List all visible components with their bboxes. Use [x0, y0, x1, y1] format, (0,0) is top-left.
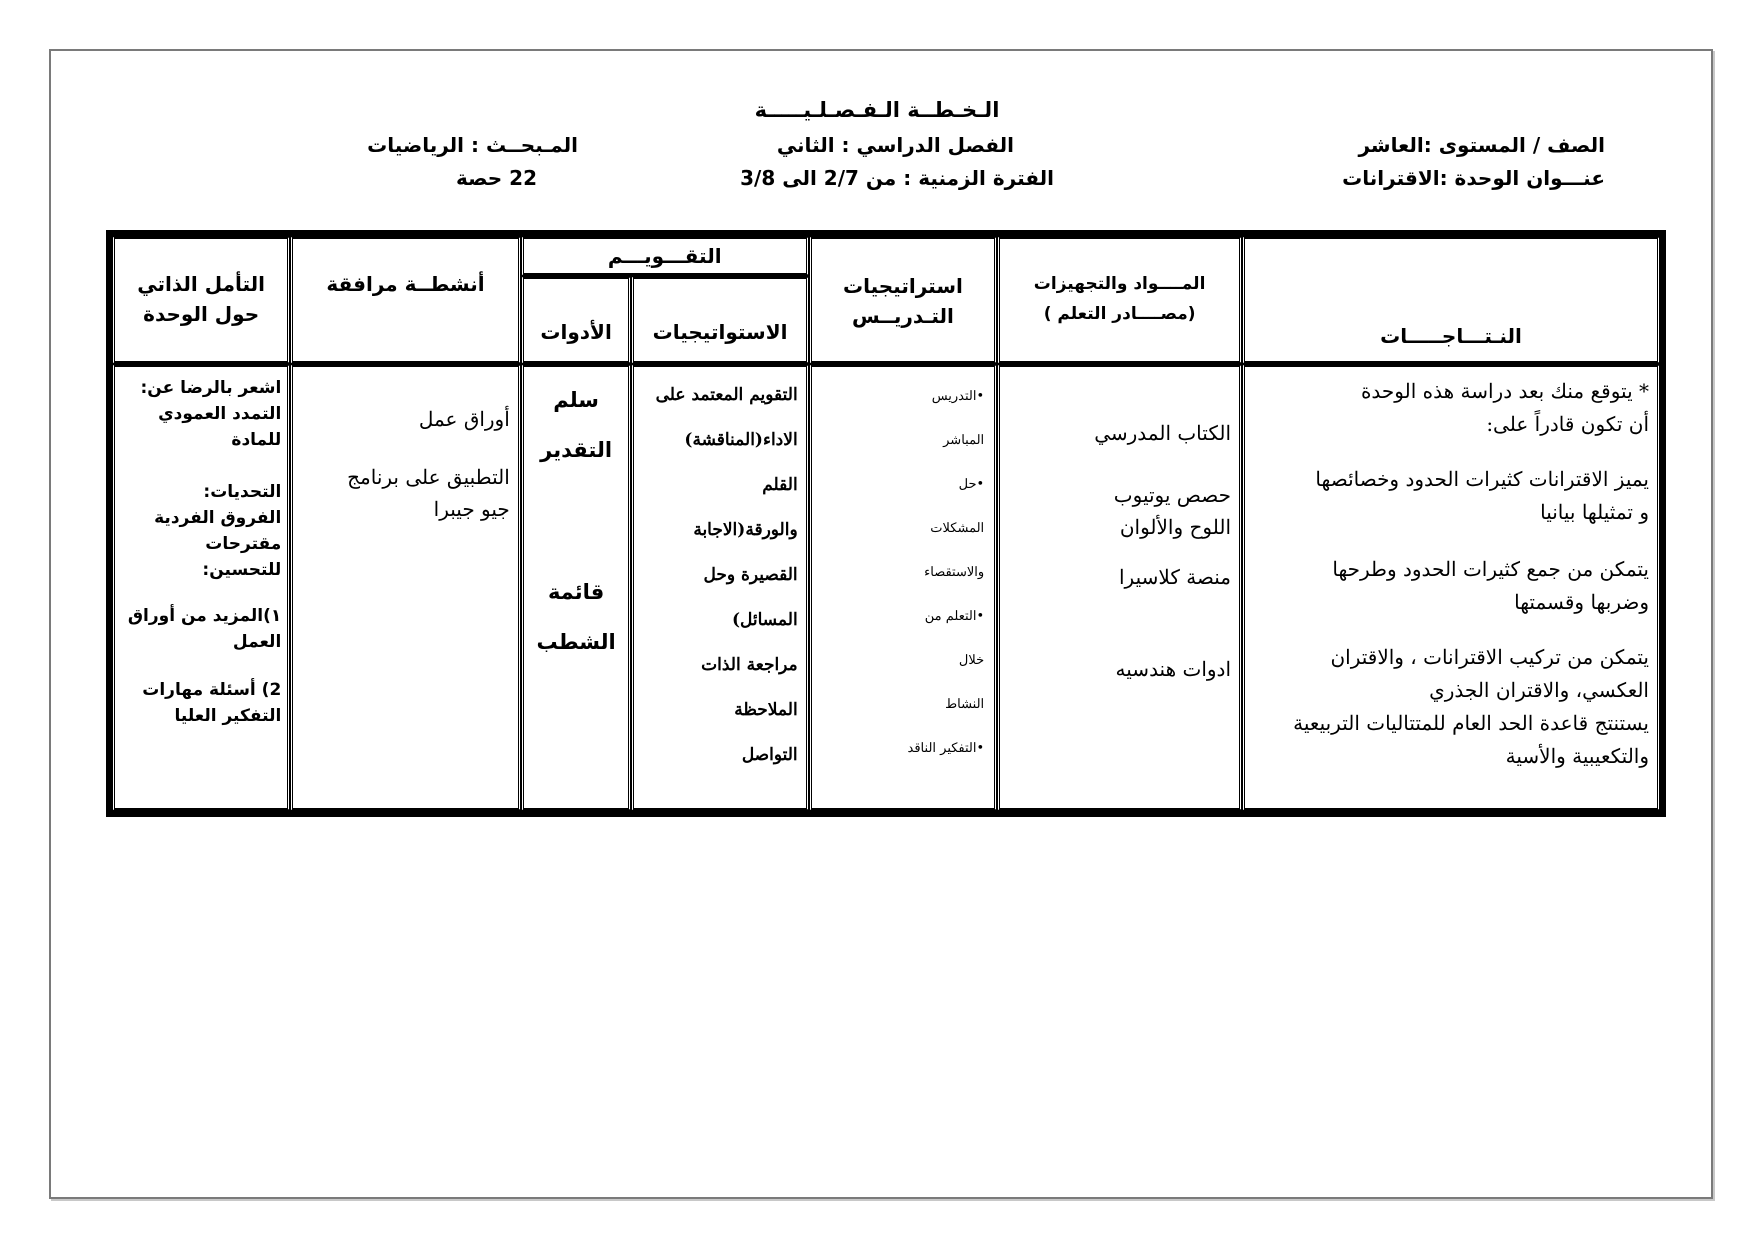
- reflection-line: للمادة: [231, 430, 282, 450]
- teaching-strategy: •حل: [958, 477, 985, 492]
- spacer: [121, 453, 281, 479]
- outcome-line: يميز الاقترانات كثيرات الحدود وخصائصها: [1315, 467, 1649, 491]
- reflection-line: التفكير العليا: [174, 706, 282, 726]
- reflection-line: التمدد العمودي: [158, 404, 282, 424]
- teaching-strategy: المشكلات: [930, 521, 985, 536]
- outcomes-cell: [1242, 364, 1660, 811]
- spacer: [1253, 619, 1649, 641]
- grade-label: الصف / المستوى :العاشر: [1358, 133, 1605, 157]
- reflection-line: الفروق الفردية: [154, 508, 282, 528]
- header-materials-line2: (مصــــادر التعلم ): [1043, 304, 1196, 324]
- teaching-strategies-cell: [809, 364, 998, 811]
- header-materials: [997, 236, 1242, 364]
- tool-rating-scale-2: التقدير: [540, 438, 613, 462]
- material-item: منصة كلاسيرا: [1119, 565, 1232, 589]
- header-teaching-line2: التـدريــس: [851, 304, 954, 328]
- eval-strategy: القصيرة وحل: [703, 565, 798, 585]
- eval-strategies-cell: [631, 364, 808, 811]
- header-reflection: [112, 236, 290, 364]
- period-label: الفترة الزمنية : من 2/7 الى 3/8: [740, 166, 1054, 190]
- tool-checklist: قائمة: [547, 580, 605, 604]
- header-reflection-line1: التأمل الذاتي: [137, 272, 266, 296]
- tool-rating-scale: سلم: [553, 388, 599, 412]
- teaching-strategy: خلال: [958, 653, 985, 668]
- header-eval-strategies: [631, 276, 808, 364]
- activities-cell: [290, 364, 521, 811]
- reflection-cell: [112, 364, 290, 811]
- header-outcomes: [1242, 236, 1660, 364]
- reflection-line: ١)المزيد من أوراق: [127, 606, 282, 626]
- spacer: [1008, 449, 1231, 479]
- reflection-line: مقترحات للتحسين:: [202, 534, 282, 580]
- material-item: الكتاب المدرسي: [1094, 421, 1232, 445]
- materials-cell: [997, 364, 1242, 811]
- spacer: [121, 583, 281, 603]
- outcome-line: العكسي، والاقتران الجذري: [1429, 678, 1649, 702]
- teaching-strategy: •التفكير الناقد: [907, 741, 985, 756]
- activity-item: التطبيق على برنامج: [347, 465, 510, 489]
- teaching-strategy: •التدريس: [931, 389, 985, 404]
- reflection-line: التحديات:: [203, 482, 282, 502]
- activity-item: أوراق عمل: [418, 407, 510, 431]
- activity-item: جيو جيبرا: [433, 497, 510, 521]
- spacer: [1253, 529, 1649, 553]
- spacer: [1008, 543, 1231, 561]
- outcome-line: يستنتج قاعدة الحد العام للمتتاليات التربيعية: [1293, 711, 1649, 735]
- outcome-line: أن تكون قادراً على:: [1486, 412, 1649, 436]
- outcome-line: و تمثيلها بيانيا: [1540, 500, 1649, 524]
- semester-label: الفصل الدراسي : الثاني: [776, 133, 1014, 157]
- header-activities-label: أنشطــة مرافقة: [326, 272, 485, 296]
- eval-strategy: الاداء(المناقشة): [684, 430, 798, 450]
- teaching-strategy: المباشر: [943, 433, 985, 448]
- outcome-line: * يتوقع منك بعد دراسة هذه الوحدة: [1360, 379, 1649, 403]
- header-outcomes-label: النـتـــاجـــــات: [1380, 324, 1522, 348]
- sessions-count: 22 حصة: [455, 166, 537, 190]
- teaching-strategy: •التعلم من: [924, 609, 985, 624]
- spacer: [121, 655, 281, 677]
- teaching-strategy: النشاط: [945, 697, 985, 712]
- reflection-line: اشعر بالرضا عن:: [140, 378, 282, 398]
- unit-title: عنـــوان الوحدة :الاقترانات: [1342, 166, 1605, 190]
- header-teaching: [809, 236, 998, 364]
- spacer: [301, 435, 510, 461]
- eval-strategy: القلم: [762, 475, 798, 495]
- outcome-line: يتمكن من تركيب الاقترانات ، والاقتران: [1330, 645, 1649, 669]
- eval-strategy: مراجعة الذات: [701, 655, 798, 675]
- teaching-strategy: والاستقصاء: [924, 565, 985, 580]
- header-activities: [290, 236, 521, 364]
- eval-strategy: والورقة(الاجابة: [693, 520, 798, 540]
- outcome-line: يتمكن من جمع كثيرات الحدود وطرحها: [1332, 557, 1649, 581]
- header-teaching-line1: استراتيجيات: [843, 274, 963, 298]
- header-eval-strategies-label: الاستواتيجيات: [652, 320, 788, 344]
- header-eval-tools: [521, 276, 632, 364]
- eval-strategy: التقويم المعتمد على: [655, 385, 798, 405]
- eval-strategy: المسائل): [731, 610, 798, 630]
- material-item: اللوح والألوان: [1119, 515, 1232, 539]
- material-item: حصص يوتيوب: [1113, 483, 1232, 507]
- outcome-line: والتكعيبية والأسية: [1505, 744, 1649, 768]
- eval-strategy: الملاحظة: [734, 700, 798, 720]
- header-reflection-line2: حول الوحدة: [143, 302, 260, 326]
- eval-strategy: التواصل: [741, 745, 798, 765]
- tool-checklist-2: الشطب: [536, 630, 616, 654]
- spacer: [524, 475, 629, 567]
- material-item: ادوات هندسيه: [1115, 657, 1232, 681]
- header-materials-line1: المــــواد والتجهيزات: [1033, 274, 1206, 294]
- outcome-line: وضربها وقسمتها: [1514, 590, 1649, 614]
- spacer: [1008, 593, 1231, 653]
- header-evaluation: [521, 236, 809, 276]
- header-evaluation-label: التقـــويـــم: [607, 244, 722, 268]
- reflection-line: 2) أسئلة مهارات: [142, 680, 282, 700]
- plan-table: [106, 230, 1666, 817]
- reflection-line: العمل: [232, 632, 282, 652]
- page-title: الـخـطــة الـفـصـلـيـــــة: [754, 98, 1000, 122]
- subject-label: المـبحــث : الرياضيات: [367, 133, 578, 157]
- eval-tools-cell: [521, 364, 632, 811]
- header-eval-tools-label: الأدوات: [540, 320, 612, 344]
- spacer: [1253, 441, 1649, 463]
